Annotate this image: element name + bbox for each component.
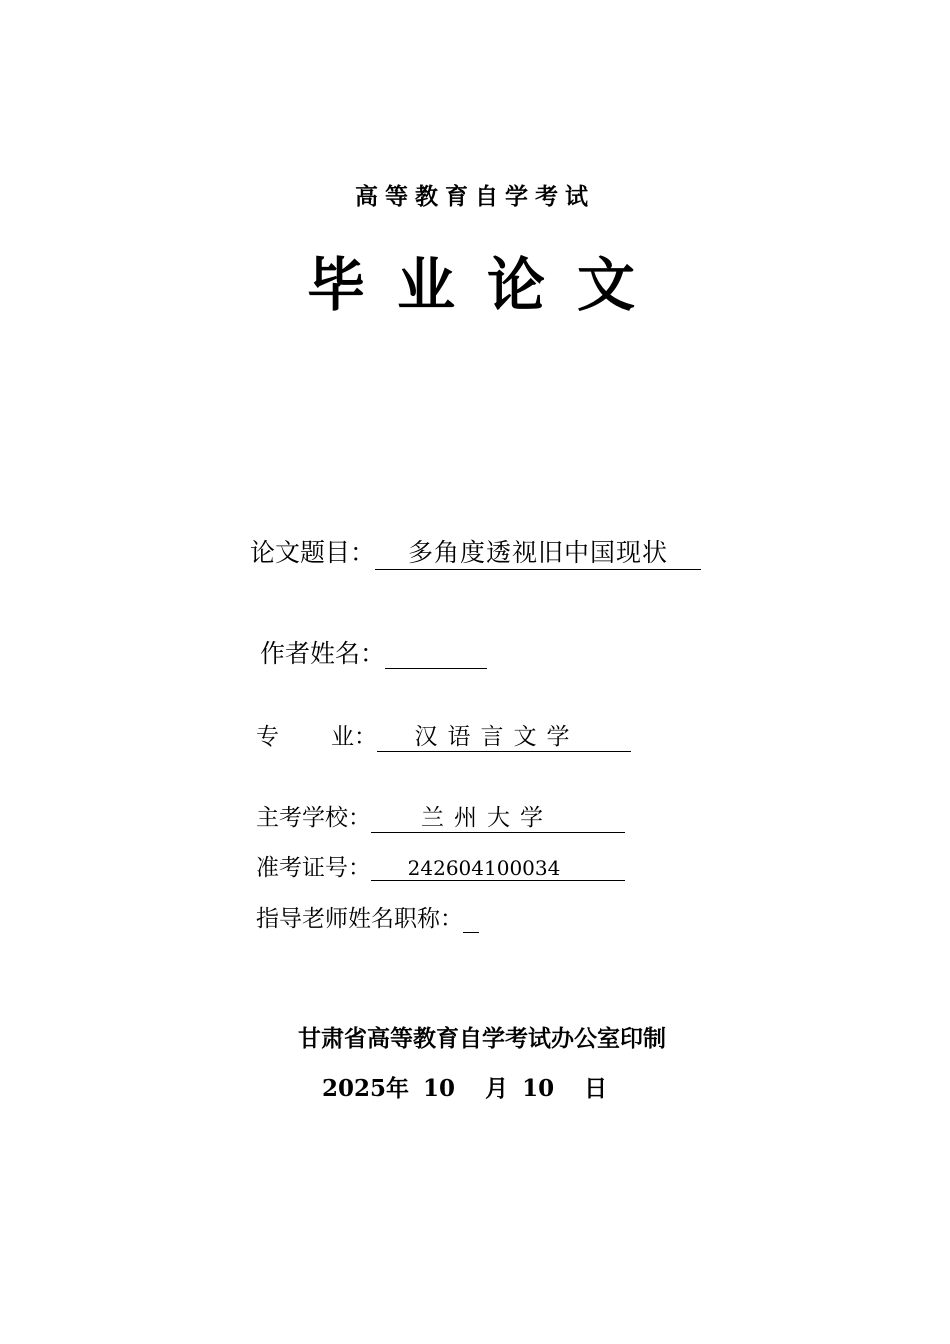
major-label-first: 专 <box>256 724 279 750</box>
topic-label: 论文题目： <box>250 538 376 567</box>
exam-number-value: 242604100034 <box>371 856 625 881</box>
printer-line: 甘肃省高等教育自学考试办公室印制 <box>298 1026 666 1052</box>
thesis-title: 毕业论文 <box>306 251 667 319</box>
date-year-unit: 年 <box>386 1076 410 1102</box>
exam-title: 高等教育自学考试 <box>355 184 595 210</box>
author-value <box>385 639 487 669</box>
date-year: 2025 <box>322 1075 387 1102</box>
major-label-second: 业： <box>331 724 377 750</box>
topic-value: 多角度透视旧中国现状 <box>375 533 701 570</box>
date-month-unit: 月 <box>485 1076 509 1102</box>
date-line <box>322 1070 607 1103</box>
exam-number-label: 准考证号： <box>256 855 371 881</box>
school-value: 兰州大学 <box>371 799 625 833</box>
advisor-row <box>256 900 479 933</box>
date-day-unit: 日 <box>584 1076 608 1102</box>
topic-row <box>250 533 701 570</box>
school-row <box>256 799 625 833</box>
major-row <box>256 718 631 752</box>
major-value: 汉语言文学 <box>377 718 631 752</box>
date-month: 10 <box>423 1075 456 1102</box>
author-row <box>260 634 487 670</box>
advisor-label: 指导老师姓名职称： <box>256 906 463 932</box>
school-label: 主考学校： <box>256 805 371 831</box>
advisor-value <box>463 906 479 933</box>
exam-number-row <box>256 849 625 882</box>
date-day: 10 <box>522 1075 555 1102</box>
author-label: 作者姓名： <box>260 639 386 668</box>
